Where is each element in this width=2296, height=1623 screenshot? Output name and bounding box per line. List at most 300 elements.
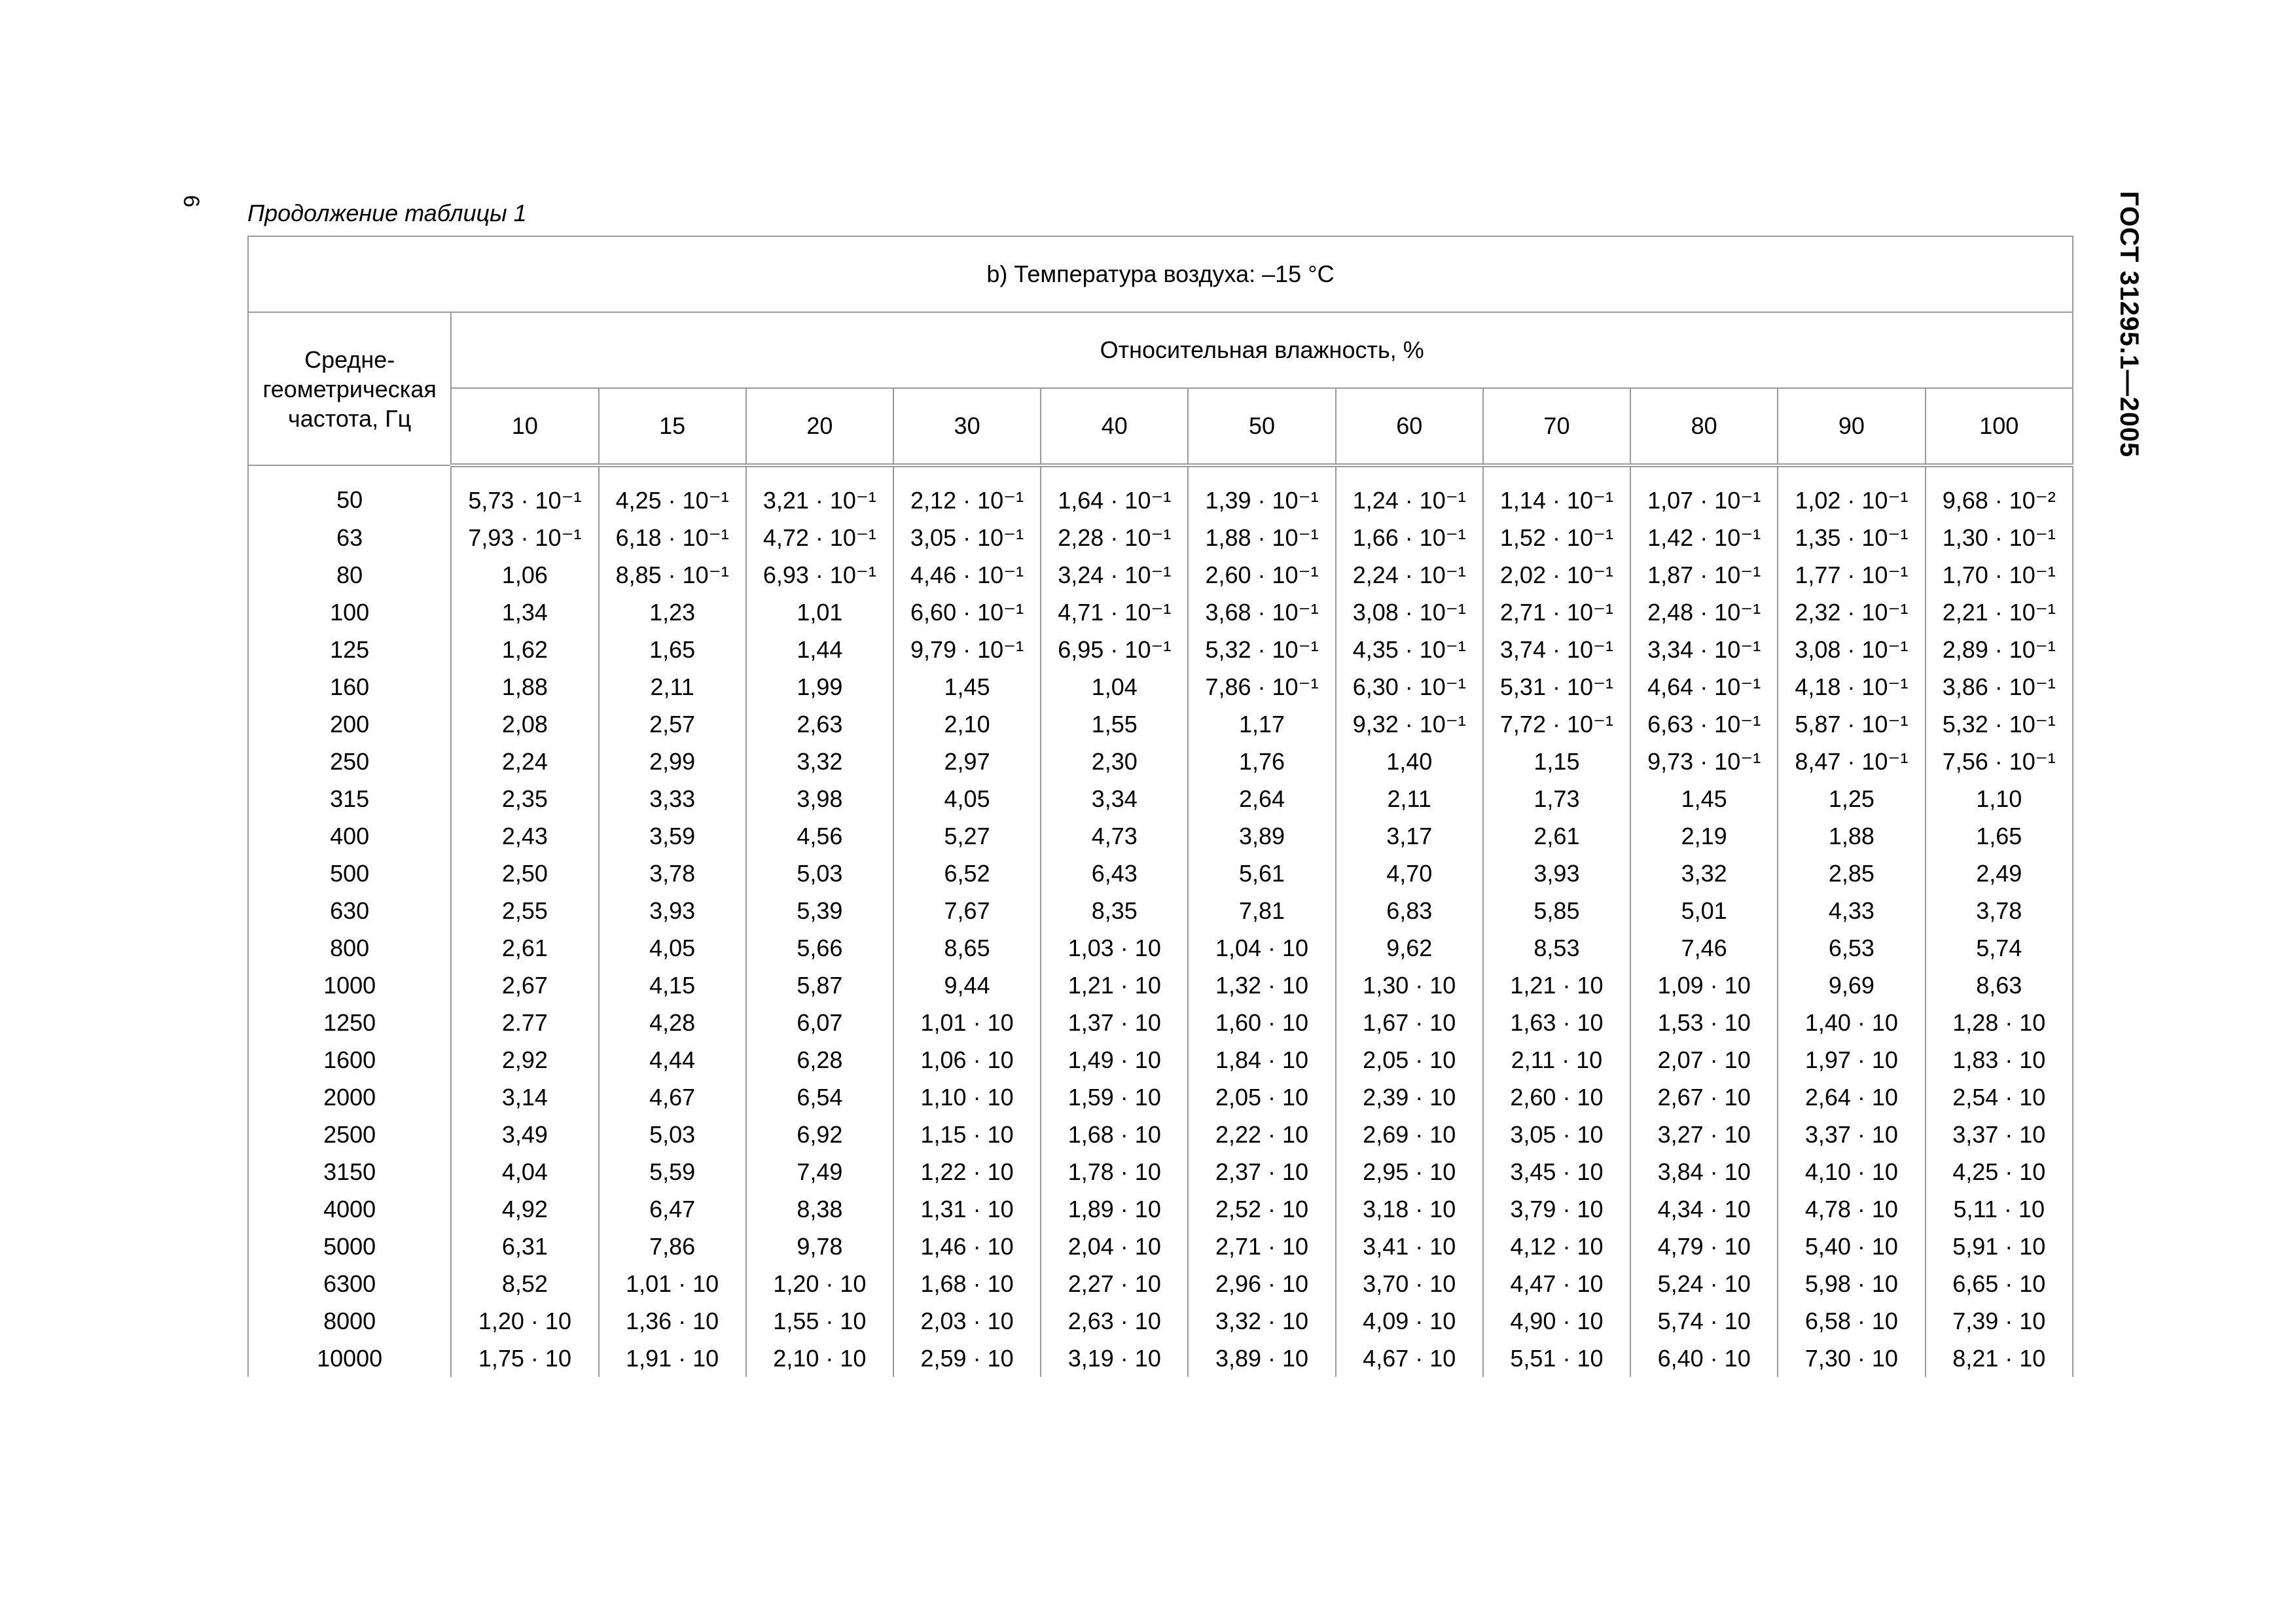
- attenuation-value-cell: 4,10 · 10: [1778, 1153, 1925, 1190]
- frequency-cell: 80: [248, 556, 451, 594]
- attenuation-value-cell: 3,21 · 10⁻¹: [746, 465, 893, 519]
- attenuation-value-cell: 1,66 · 10⁻¹: [1336, 519, 1483, 556]
- frequency-cell: 800: [248, 929, 451, 967]
- attenuation-value-cell: 6,52: [893, 855, 1041, 892]
- table-row: [248, 929, 2073, 967]
- frequency-cell: 2500: [248, 1116, 451, 1153]
- attenuation-value-cell: 2,64: [1188, 780, 1335, 817]
- frequency-cell: 500: [248, 855, 451, 892]
- attenuation-value-cell: 1,32 · 10: [1188, 967, 1335, 1004]
- table-row: [248, 1228, 2073, 1265]
- attenuation-value-cell: 6,63 · 10⁻¹: [1630, 705, 1778, 743]
- attenuation-value-cell: 3,68 · 10⁻¹: [1188, 594, 1335, 631]
- attenuation-value-cell: 8,35: [1041, 892, 1188, 929]
- attenuation-value-cell: 3,05 · 10: [1483, 1116, 1630, 1153]
- attenuation-value-cell: 5,40 · 10: [1778, 1228, 1925, 1265]
- attenuation-value-cell: 2,32 · 10⁻¹: [1778, 594, 1925, 631]
- attenuation-value-cell: 4,18 · 10⁻¹: [1778, 668, 1925, 705]
- attenuation-value-cell: 1,44: [746, 631, 893, 668]
- attenuation-value-cell: 2,49: [1926, 855, 2073, 892]
- humidity-column-header: 90: [1778, 388, 1925, 465]
- attenuation-value-cell: 3,41 · 10: [1336, 1228, 1483, 1265]
- attenuation-value-cell: 2,02 · 10⁻¹: [1483, 556, 1630, 594]
- attenuation-value-cell: 6,83: [1336, 892, 1483, 929]
- attenuation-value-cell: 3,59: [599, 817, 746, 855]
- attenuation-value-cell: 1,97 · 10: [1778, 1041, 1925, 1079]
- attenuation-value-cell: 2,10: [893, 705, 1041, 743]
- attenuation-value-cell: 1,88: [451, 668, 598, 705]
- attenuation-value-cell: 3,32 · 10: [1188, 1302, 1335, 1340]
- table-row: [248, 817, 2073, 855]
- attenuation-value-cell: 7,86: [599, 1228, 746, 1265]
- attenuation-value-cell: 2,11 · 10: [1483, 1041, 1630, 1079]
- attenuation-value-cell: 5,32 · 10⁻¹: [1926, 705, 2073, 743]
- attenuation-value-cell: 1,65: [599, 631, 746, 668]
- attenuation-value-cell: 1,45: [893, 668, 1041, 705]
- frequency-header-line: Средне-: [304, 346, 395, 373]
- attenuation-value-cell: 9,68 · 10⁻²: [1926, 465, 2073, 519]
- attenuation-value-cell: 1,22 · 10: [893, 1153, 1041, 1190]
- frequency-cell: 100: [248, 594, 451, 631]
- table-title-row: [248, 236, 2073, 312]
- attenuation-value-cell: 8,52: [451, 1265, 598, 1302]
- attenuation-value-cell: 4,92: [451, 1190, 598, 1228]
- attenuation-value-cell: 1,67 · 10: [1336, 1004, 1483, 1041]
- attenuation-value-cell: 5,39: [746, 892, 893, 929]
- attenuation-value-cell: 1,21 · 10: [1041, 967, 1188, 1004]
- attenuation-value-cell: 4,90 · 10: [1483, 1302, 1630, 1340]
- attenuation-value-cell: 3,89 · 10: [1188, 1340, 1335, 1377]
- frequency-cell: 200: [248, 705, 451, 743]
- table-row: [248, 1340, 2073, 1377]
- attenuation-value-cell: 1,37 · 10: [1041, 1004, 1188, 1041]
- standard-label: ГОСТ 31295.1—2005: [2115, 191, 2144, 458]
- attenuation-value-cell: 1,45: [1630, 780, 1778, 817]
- attenuation-value-cell: 1,06 · 10: [893, 1041, 1041, 1079]
- attenuation-value-cell: 5,31 · 10⁻¹: [1483, 668, 1630, 705]
- frequency-cell: 400: [248, 817, 451, 855]
- attenuation-value-cell: 1,20 · 10: [451, 1302, 598, 1340]
- attenuation-value-cell: 1,04: [1041, 668, 1188, 705]
- attenuation-value-cell: 1,53 · 10: [1630, 1004, 1778, 1041]
- attenuation-value-cell: 6,31: [451, 1228, 598, 1265]
- table-caption: Продолжение таблицы 1: [247, 200, 527, 226]
- attenuation-value-cell: 4,47 · 10: [1483, 1265, 1630, 1302]
- attenuation-value-cell: 3,32: [1630, 855, 1778, 892]
- humidity-column-header: 15: [599, 388, 746, 465]
- attenuation-value-cell: 1,01 · 10: [893, 1004, 1041, 1041]
- page-number: 6: [178, 195, 204, 207]
- attenuation-value-cell: 4,56: [746, 817, 893, 855]
- attenuation-value-cell: 1,70 · 10⁻¹: [1926, 556, 2073, 594]
- attenuation-value-cell: 7,46: [1630, 929, 1778, 967]
- attenuation-value-cell: 3,45 · 10: [1483, 1153, 1630, 1190]
- attenuation-value-cell: 8,85 · 10⁻¹: [599, 556, 746, 594]
- attenuation-value-cell: 6,65 · 10: [1926, 1265, 2073, 1302]
- attenuation-value-cell: 9,78: [746, 1228, 893, 1265]
- table-row: [248, 1041, 2073, 1079]
- table-row: [248, 967, 2073, 1004]
- table-row: [248, 1190, 2073, 1228]
- attenuation-value-cell: 4,04: [451, 1153, 598, 1190]
- attenuation-value-cell: 4,05: [599, 929, 746, 967]
- attenuation-value-cell: 6,95 · 10⁻¹: [1041, 631, 1188, 668]
- attenuation-value-cell: 2,11: [1336, 780, 1483, 817]
- attenuation-value-cell: 5,01: [1630, 892, 1778, 929]
- attenuation-value-cell: 4,67 · 10: [1336, 1340, 1483, 1377]
- attenuation-value-cell: 1,25: [1778, 780, 1925, 817]
- attenuation-value-cell: 2,05 · 10: [1336, 1041, 1483, 1079]
- attenuation-value-cell: 1,99: [746, 668, 893, 705]
- attenuation-value-cell: 1,04 · 10: [1188, 929, 1335, 967]
- attenuation-value-cell: 2,27 · 10: [1041, 1265, 1188, 1302]
- attenuation-value-cell: 4,78 · 10: [1778, 1190, 1925, 1228]
- attenuation-value-cell: 2,43: [451, 817, 598, 855]
- attenuation-value-cell: 5,51 · 10: [1483, 1340, 1630, 1377]
- table-row: [248, 594, 2073, 631]
- attenuation-value-cell: 3,27 · 10: [1630, 1116, 1778, 1153]
- attenuation-value-cell: 1,23: [599, 594, 746, 631]
- attenuation-value-cell: 2,61: [451, 929, 598, 967]
- attenuation-value-cell: 1,40 · 10: [1778, 1004, 1925, 1041]
- attenuation-value-cell: 3,08 · 10⁻¹: [1778, 631, 1925, 668]
- attenuation-value-cell: 1,28 · 10: [1926, 1004, 2073, 1041]
- frequency-cell: 1600: [248, 1041, 451, 1079]
- table-row: [248, 1079, 2073, 1116]
- frequency-cell: 8000: [248, 1302, 451, 1340]
- attenuation-value-cell: 5,11 · 10: [1926, 1190, 2073, 1228]
- attenuation-value-cell: 5,27: [893, 817, 1041, 855]
- attenuation-value-cell: 1,20 · 10: [746, 1265, 893, 1302]
- attenuation-value-cell: 1,60 · 10: [1188, 1004, 1335, 1041]
- attenuation-value-cell: 9,79 · 10⁻¹: [893, 631, 1041, 668]
- attenuation-value-cell: 7,49: [746, 1153, 893, 1190]
- attenuation-value-cell: 2,71 · 10: [1188, 1228, 1335, 1265]
- attenuation-value-cell: 1,77 · 10⁻¹: [1778, 556, 1925, 594]
- attenuation-value-cell: 4,72 · 10⁻¹: [746, 519, 893, 556]
- attenuation-value-cell: 2,03 · 10: [893, 1302, 1041, 1340]
- attenuation-value-cell: 1,49 · 10: [1041, 1041, 1188, 1079]
- attenuation-value-cell: 2,63: [746, 705, 893, 743]
- humidity-column-header: 40: [1041, 388, 1188, 465]
- attenuation-value-cell: 2.77: [451, 1004, 598, 1041]
- frequency-cell: 3150: [248, 1153, 451, 1190]
- table-row: [248, 1004, 2073, 1041]
- attenuation-value-cell: 3,98: [746, 780, 893, 817]
- attenuation-value-cell: 5,74 · 10: [1630, 1302, 1778, 1340]
- table-row: [248, 892, 2073, 929]
- attenuation-value-cell: 3,49: [451, 1116, 598, 1153]
- attenuation-value-cell: 3,86 · 10⁻¹: [1926, 668, 2073, 705]
- attenuation-value-cell: 5,66: [746, 929, 893, 967]
- humidity-column-header: 30: [893, 388, 1041, 465]
- attenuation-value-cell: 3,34 · 10⁻¹: [1630, 631, 1778, 668]
- attenuation-value-cell: 2,11: [599, 668, 746, 705]
- attenuation-value-cell: 1,68 · 10: [1041, 1116, 1188, 1153]
- humidity-column-header: 80: [1630, 388, 1778, 465]
- attenuation-value-cell: 1,76: [1188, 743, 1335, 780]
- attenuation-value-cell: 4,33: [1778, 892, 1925, 929]
- attenuation-value-cell: 5,87 · 10⁻¹: [1778, 705, 1925, 743]
- attenuation-value-cell: 7,86 · 10⁻¹: [1188, 668, 1335, 705]
- attenuation-value-cell: 1,39 · 10⁻¹: [1188, 465, 1335, 519]
- frequency-header-line: геометрическая: [262, 375, 437, 402]
- attenuation-value-cell: 3,05 · 10⁻¹: [893, 519, 1041, 556]
- attenuation-value-cell: 2,21 · 10⁻¹: [1926, 594, 2073, 631]
- attenuation-value-cell: 2,08: [451, 705, 598, 743]
- attenuation-value-cell: 2,05 · 10: [1188, 1079, 1335, 1116]
- attenuation-value-cell: 4,09 · 10: [1336, 1302, 1483, 1340]
- table-row: [248, 1116, 2073, 1153]
- attenuation-value-cell: 7,56 · 10⁻¹: [1926, 743, 2073, 780]
- attenuation-value-cell: 9,32 · 10⁻¹: [1336, 705, 1483, 743]
- attenuation-value-cell: 6,54: [746, 1079, 893, 1116]
- attenuation-value-cell: 8,53: [1483, 929, 1630, 967]
- attenuation-value-cell: 6,43: [1041, 855, 1188, 892]
- attenuation-value-cell: 7,93 · 10⁻¹: [451, 519, 598, 556]
- attenuation-value-cell: 1,15 · 10: [893, 1116, 1041, 1153]
- frequency-cell: 160: [248, 668, 451, 705]
- attenuation-value-cell: 2,24 · 10⁻¹: [1336, 556, 1483, 594]
- humidity-columns-row: [248, 388, 2073, 465]
- table-row: [248, 668, 2073, 705]
- table-row: [248, 1265, 2073, 1302]
- table-row: [248, 780, 2073, 817]
- attenuation-value-cell: 2,67: [451, 967, 598, 1004]
- attenuation-value-cell: 9,69: [1778, 967, 1925, 1004]
- attenuation-value-cell: 7,30 · 10: [1778, 1340, 1925, 1377]
- attenuation-value-cell: 4,28: [599, 1004, 746, 1041]
- frequency-cell: 125: [248, 631, 451, 668]
- attenuation-value-cell: 6,28: [746, 1041, 893, 1079]
- attenuation-value-cell: 3,17: [1336, 817, 1483, 855]
- frequency-cell: 4000: [248, 1190, 451, 1228]
- attenuation-value-cell: 2,35: [451, 780, 598, 817]
- attenuation-value-cell: 5,87: [746, 967, 893, 1004]
- attenuation-value-cell: 4,70: [1336, 855, 1483, 892]
- attenuation-value-cell: 8,65: [893, 929, 1041, 967]
- attenuation-value-cell: 1,01 · 10: [599, 1265, 746, 1302]
- attenuation-value-cell: 2,61: [1483, 817, 1630, 855]
- attenuation-value-cell: 1,21 · 10: [1483, 967, 1630, 1004]
- attenuation-value-cell: 1,64 · 10⁻¹: [1041, 465, 1188, 519]
- frequency-cell: 50: [248, 465, 451, 519]
- attenuation-value-cell: 1,42 · 10⁻¹: [1630, 519, 1778, 556]
- attenuation-value-cell: 6,30 · 10⁻¹: [1336, 668, 1483, 705]
- attenuation-value-cell: 1,30 · 10⁻¹: [1926, 519, 2073, 556]
- attenuation-value-cell: 6,40 · 10: [1630, 1340, 1778, 1377]
- attenuation-value-cell: 2,22 · 10: [1188, 1116, 1335, 1153]
- attenuation-value-cell: 1,15: [1483, 743, 1630, 780]
- attenuation-value-cell: 9,73 · 10⁻¹: [1630, 743, 1778, 780]
- attenuation-value-cell: 1,31 · 10: [893, 1190, 1041, 1228]
- attenuation-value-cell: 4,34 · 10: [1630, 1190, 1778, 1228]
- attenuation-value-cell: 1,65: [1926, 817, 2073, 855]
- attenuation-value-cell: 3,74 · 10⁻¹: [1483, 631, 1630, 668]
- attenuation-value-cell: 7,72 · 10⁻¹: [1483, 705, 1630, 743]
- frequency-cell: 630: [248, 892, 451, 929]
- attenuation-value-cell: 4,67: [599, 1079, 746, 1116]
- attenuation-value-cell: 1,52 · 10⁻¹: [1483, 519, 1630, 556]
- attenuation-value-cell: 1,02 · 10⁻¹: [1778, 465, 1925, 519]
- attenuation-value-cell: 1,73: [1483, 780, 1630, 817]
- attenuation-value-cell: 1,55: [1041, 705, 1188, 743]
- table-row: [248, 519, 2073, 556]
- attenuation-table: [247, 236, 2073, 1377]
- attenuation-value-cell: 1,10: [1926, 780, 2073, 817]
- attenuation-value-cell: 1,78 · 10: [1041, 1153, 1188, 1190]
- attenuation-value-cell: 2,39 · 10: [1336, 1079, 1483, 1116]
- attenuation-value-cell: 6,92: [746, 1116, 893, 1153]
- attenuation-value-cell: 2,30: [1041, 743, 1188, 780]
- attenuation-value-cell: 4,46 · 10⁻¹: [893, 556, 1041, 594]
- humidity-column-header: 20: [746, 388, 893, 465]
- attenuation-value-cell: 4,44: [599, 1041, 746, 1079]
- attenuation-value-cell: 3,79 · 10: [1483, 1190, 1630, 1228]
- attenuation-value-cell: 6,18 · 10⁻¹: [599, 519, 746, 556]
- frequency-cell: 6300: [248, 1265, 451, 1302]
- attenuation-value-cell: 1,01: [746, 594, 893, 631]
- attenuation-value-cell: 1,36 · 10: [599, 1302, 746, 1340]
- frequency-cell: 5000: [248, 1228, 451, 1265]
- attenuation-value-cell: 6,58 · 10: [1778, 1302, 1925, 1340]
- attenuation-value-cell: 2,52 · 10: [1188, 1190, 1335, 1228]
- attenuation-value-cell: 2,37 · 10: [1188, 1153, 1335, 1190]
- table-row: [248, 855, 2073, 892]
- attenuation-value-cell: 8,21 · 10: [1926, 1340, 2073, 1377]
- attenuation-value-cell: 1,30 · 10: [1336, 967, 1483, 1004]
- attenuation-value-cell: 2,54 · 10: [1926, 1079, 2073, 1116]
- attenuation-value-cell: 8,63: [1926, 967, 2073, 1004]
- attenuation-value-cell: 3,33: [599, 780, 746, 817]
- table-title: b) Температура воздуха: –15 °С: [248, 236, 2073, 312]
- attenuation-value-cell: 1,24 · 10⁻¹: [1336, 465, 1483, 519]
- attenuation-value-cell: 3,89: [1188, 817, 1335, 855]
- attenuation-value-cell: 4,79 · 10: [1630, 1228, 1778, 1265]
- humidity-column-header: 10: [451, 388, 598, 465]
- attenuation-value-cell: 1,83 · 10: [1926, 1041, 2073, 1079]
- attenuation-value-cell: 1,40: [1336, 743, 1483, 780]
- attenuation-value-cell: 3,93: [1483, 855, 1630, 892]
- humidity-header-row: [248, 312, 2073, 388]
- frequency-cell: 1000: [248, 967, 451, 1004]
- frequency-cell: 250: [248, 743, 451, 780]
- attenuation-value-cell: 1,59 · 10: [1041, 1079, 1188, 1116]
- attenuation-value-cell: 3,24 · 10⁻¹: [1041, 556, 1188, 594]
- frequency-cell: 10000: [248, 1340, 451, 1377]
- attenuation-value-cell: 5,03: [599, 1116, 746, 1153]
- attenuation-value-cell: 1,06: [451, 556, 598, 594]
- attenuation-value-cell: 1,84 · 10: [1188, 1041, 1335, 1079]
- humidity-column-header: 70: [1483, 388, 1630, 465]
- attenuation-value-cell: 2,96 · 10: [1188, 1265, 1335, 1302]
- attenuation-value-cell: 2,95 · 10: [1336, 1153, 1483, 1190]
- attenuation-value-cell: 2,92: [451, 1041, 598, 1079]
- table-row: [248, 631, 2073, 668]
- attenuation-value-cell: 2,85: [1778, 855, 1925, 892]
- attenuation-value-cell: 6,07: [746, 1004, 893, 1041]
- attenuation-value-cell: 3,37 · 10: [1926, 1116, 2073, 1153]
- frequency-cell: 315: [248, 780, 451, 817]
- attenuation-value-cell: 4,25 · 10⁻¹: [599, 465, 746, 519]
- attenuation-value-cell: 4,12 · 10: [1483, 1228, 1630, 1265]
- attenuation-value-cell: 4,15: [599, 967, 746, 1004]
- attenuation-value-cell: 2,50: [451, 855, 598, 892]
- attenuation-value-cell: 7,81: [1188, 892, 1335, 929]
- attenuation-value-cell: 5,85: [1483, 892, 1630, 929]
- attenuation-value-cell: 4,73: [1041, 817, 1188, 855]
- attenuation-value-cell: 5,91 · 10: [1926, 1228, 2073, 1265]
- attenuation-value-cell: 1,14 · 10⁻¹: [1483, 465, 1630, 519]
- attenuation-value-cell: 5,74: [1926, 929, 2073, 967]
- attenuation-value-cell: 1,03 · 10: [1041, 929, 1188, 967]
- attenuation-value-cell: 7,39 · 10: [1926, 1302, 2073, 1340]
- attenuation-value-cell: 2,67 · 10: [1630, 1079, 1778, 1116]
- table-body: [248, 465, 2073, 1377]
- attenuation-value-cell: 1,88 · 10⁻¹: [1188, 519, 1335, 556]
- attenuation-value-cell: 3,32: [746, 743, 893, 780]
- humidity-column-header: 50: [1188, 388, 1335, 465]
- attenuation-value-cell: 4,25 · 10: [1926, 1153, 2073, 1190]
- attenuation-value-cell: 2,10 · 10: [746, 1340, 893, 1377]
- table-row: [248, 1302, 2073, 1340]
- attenuation-value-cell: 6,47: [599, 1190, 746, 1228]
- attenuation-value-cell: 7,67: [893, 892, 1041, 929]
- attenuation-value-cell: 4,35 · 10⁻¹: [1336, 631, 1483, 668]
- table-row: [248, 743, 2073, 780]
- attenuation-value-cell: 3,70 · 10: [1336, 1265, 1483, 1302]
- table-row: [248, 465, 2073, 519]
- attenuation-value-cell: 1,87 · 10⁻¹: [1630, 556, 1778, 594]
- attenuation-value-cell: 8,47 · 10⁻¹: [1778, 743, 1925, 780]
- attenuation-value-cell: 2,28 · 10⁻¹: [1041, 519, 1188, 556]
- attenuation-value-cell: 3,37 · 10: [1778, 1116, 1925, 1153]
- attenuation-value-cell: 5,59: [599, 1153, 746, 1190]
- attenuation-value-cell: 2,60 · 10: [1483, 1079, 1630, 1116]
- attenuation-value-cell: 1,46 · 10: [893, 1228, 1041, 1265]
- attenuation-value-cell: 2,19: [1630, 817, 1778, 855]
- attenuation-value-cell: 1,55 · 10: [746, 1302, 893, 1340]
- attenuation-value-cell: 3,34: [1041, 780, 1188, 817]
- attenuation-value-cell: 1,17: [1188, 705, 1335, 743]
- attenuation-value-cell: 6,53: [1778, 929, 1925, 967]
- attenuation-value-cell: 5,73 · 10⁻¹: [451, 465, 598, 519]
- attenuation-value-cell: 2,99: [599, 743, 746, 780]
- table-row: [248, 1153, 2073, 1190]
- attenuation-value-cell: 3,19 · 10: [1041, 1340, 1188, 1377]
- frequency-header-line: частота, Гц: [287, 404, 412, 432]
- attenuation-value-cell: 2,48 · 10⁻¹: [1630, 594, 1778, 631]
- table-row: [248, 556, 2073, 594]
- attenuation-value-cell: 3,78: [599, 855, 746, 892]
- attenuation-value-cell: 5,03: [746, 855, 893, 892]
- attenuation-value-cell: 2,71 · 10⁻¹: [1483, 594, 1630, 631]
- attenuation-value-cell: 2,07 · 10: [1630, 1041, 1778, 1079]
- attenuation-value-cell: 5,32 · 10⁻¹: [1188, 631, 1335, 668]
- attenuation-value-cell: 2,12 · 10⁻¹: [893, 465, 1041, 519]
- frequency-cell: 1250: [248, 1004, 451, 1041]
- attenuation-value-cell: 1,62: [451, 631, 598, 668]
- attenuation-value-cell: 1,68 · 10: [893, 1265, 1041, 1302]
- humidity-header: Относительная влажность, %: [451, 312, 2073, 388]
- attenuation-value-cell: 1,35 · 10⁻¹: [1778, 519, 1925, 556]
- attenuation-value-cell: 1,91 · 10: [599, 1340, 746, 1377]
- attenuation-value-cell: 6,60 · 10⁻¹: [893, 594, 1041, 631]
- attenuation-value-cell: 3,78: [1926, 892, 2073, 929]
- attenuation-value-cell: 1,89 · 10: [1041, 1190, 1188, 1228]
- attenuation-value-cell: 1,10 · 10: [893, 1079, 1041, 1116]
- frequency-cell: 2000: [248, 1079, 451, 1116]
